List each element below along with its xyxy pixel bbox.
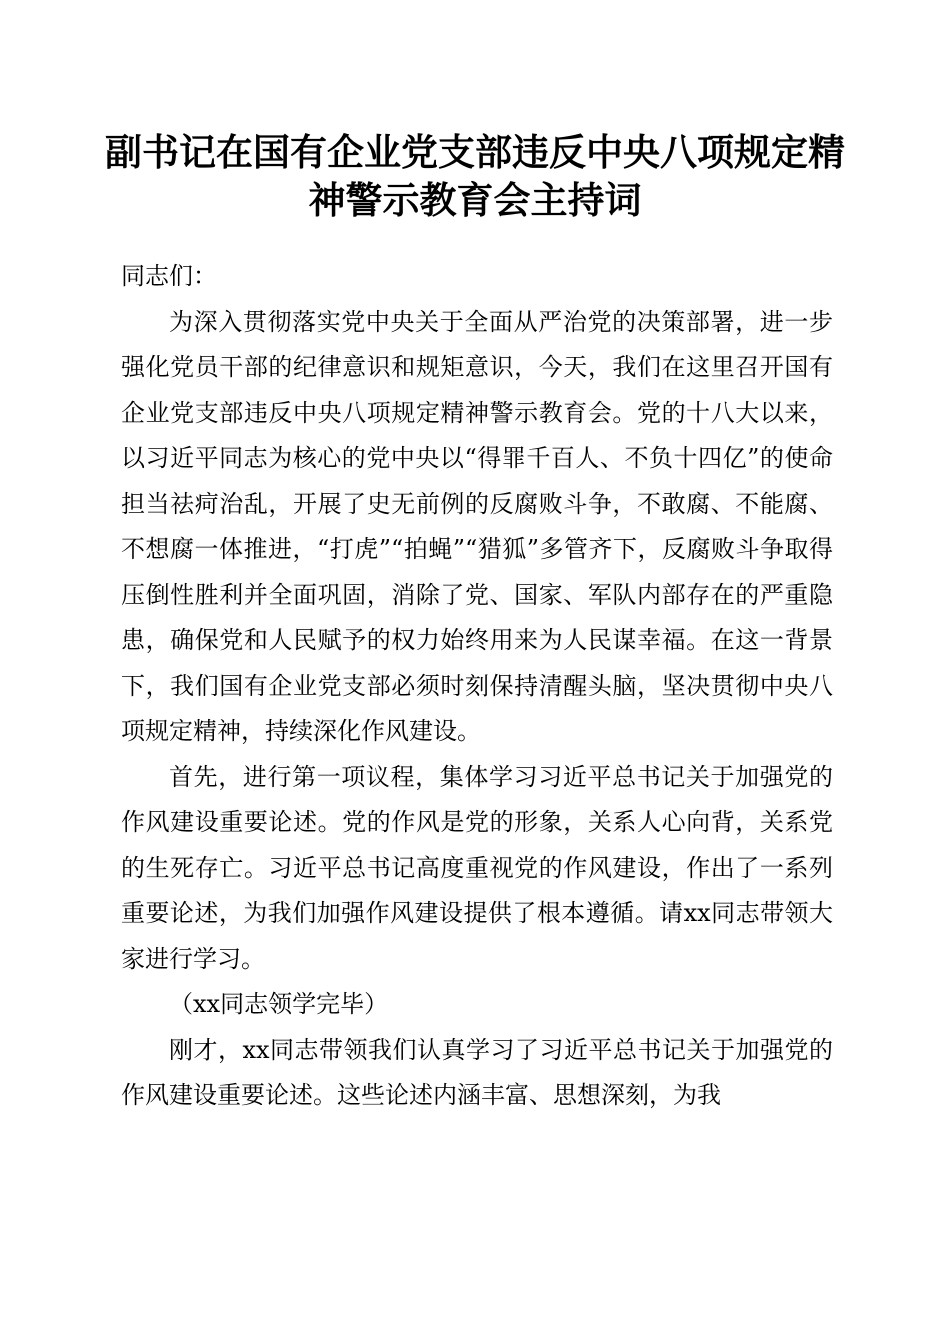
paragraph-closing: 刚才，xx同志带领我们认真学习了习近平总书记关于加强党的作风建设重要论述。这些论述内涵丰富、思想深刻，为我 — [121, 1035, 833, 1109]
paragraph-opening: 为深入贯彻落实党中央关于全面从严治党的决策部署，进一步强化党员干部的纪律意识和规矩意识，今天，我们在这里召开国有企业党支部违反中央八项规定精神警示教育会。党的十八大以来，以习近平同志为核心的党中央以“得罪千百人、不负十四亿”的使命担当祛疴治乱，开展了史无前例的反腐败斗争，不敢腐、不能腐、不想腐一体推进，“打虎”“拍蝇”“猎狐”多管齐下，反腐败斗争取得压倒性胜利并全面巩固，消除了党、国家、军队内部存在的严重隐患，确保党和人民赋予的权力始终用来为人民谋幸福。在这一背景下，我们国有企业党支部必须时刻保持清醒头脑，坚决贯彻中央八项规定精神，持续深化作风建设。 — [121, 307, 833, 745]
stage-direction: （xx同志领学完毕） — [169, 990, 389, 1018]
document-body — [121, 254, 833, 1119]
paragraph-first-agenda: 首先，进行第一项议程，集体学习习近平总书记关于加强党的作风建设重要论述。党的作风是党的形象，关系人心向背，关系党的生死存亡。习近平总书记高度重视党的作风建设，作出了一系列重要论述，为我们加强作风建设提供了根本遵循。请xx同志带领大家进行学习。 — [121, 762, 833, 973]
salutation: 同志们： — [121, 262, 217, 290]
title-line-1: 副书记在国有企业党支部违反中央八项规定精 — [105, 130, 845, 174]
title-line-2: 神警示教育会主持词 — [308, 178, 642, 222]
document-title — [100, 128, 850, 224]
